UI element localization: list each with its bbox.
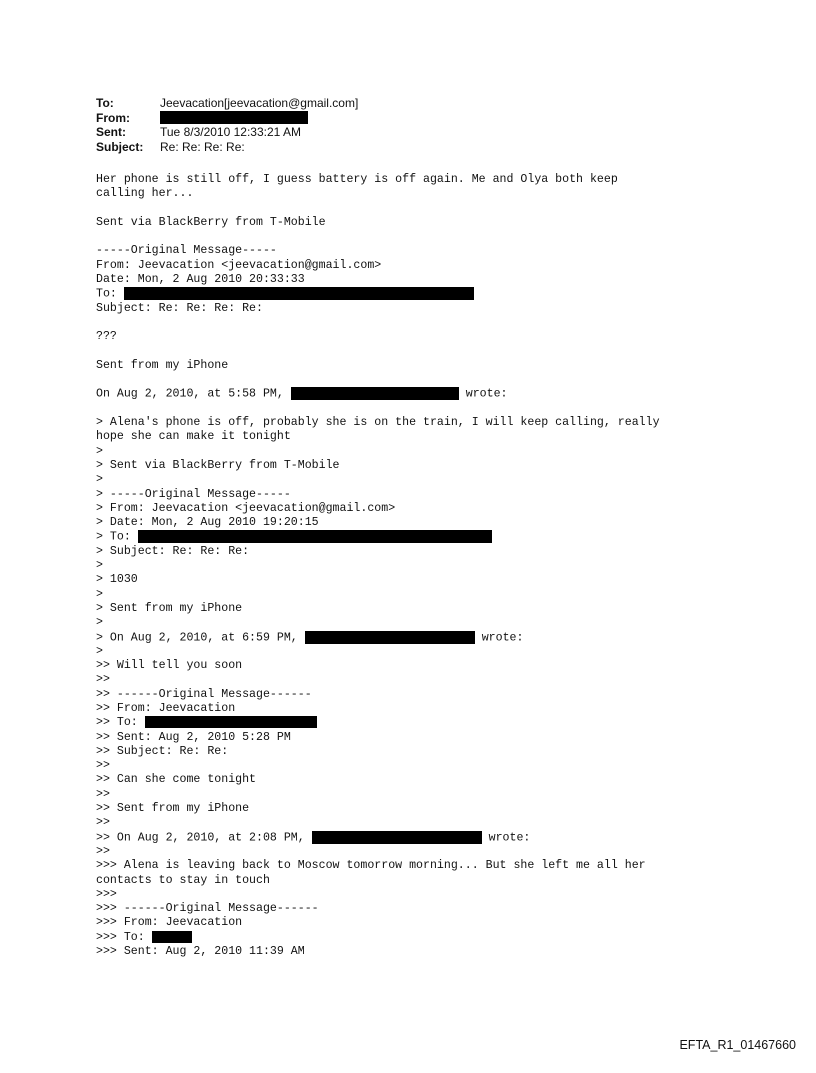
body-line: From: Jeevacation <jeevacation@gmail.com> xyxy=(96,258,382,272)
body-line: > xyxy=(96,644,103,658)
body-line: Subject: Re: Re: Re: Re: xyxy=(96,301,263,315)
body-line: ??? xyxy=(96,330,117,344)
body-line: >> xyxy=(96,673,110,687)
body-line: Her phone is still off, I guess battery is off again. Me and Olya both keep xyxy=(96,173,618,186)
bates-number: EFTA_R1_01467660 xyxy=(679,1038,796,1052)
body-line: >> Sent: Aug 2, 2010 5:28 PM xyxy=(96,730,291,744)
body-line xyxy=(96,287,756,301)
to-label: To: xyxy=(96,96,114,110)
body-line: >> Can she come tonight xyxy=(96,773,257,787)
body-line: > Alena's phone is off, probably she is on the train, I will keep calling, really xyxy=(96,416,660,430)
redaction-block xyxy=(305,631,475,644)
body-line: > xyxy=(96,616,103,630)
body-line xyxy=(96,230,756,244)
email-body xyxy=(96,173,756,959)
body-line: >> Will tell you soon xyxy=(96,659,243,673)
to-prefix: To: xyxy=(96,287,124,301)
body-line: > From: Jeevacation <jeevacation@gmail.com> xyxy=(96,501,396,515)
redaction-block xyxy=(124,287,474,300)
sent-value: Tue 8/3/2010 12:33:21 AM xyxy=(160,125,301,139)
sent-row xyxy=(96,125,358,140)
to-prefix: >> To: xyxy=(96,716,145,730)
body-line: >> xyxy=(96,816,110,830)
body-line: > xyxy=(96,473,103,487)
body-line: >>> ------Original Message------ xyxy=(96,902,319,916)
body-line: >> ------Original Message------ xyxy=(96,687,312,701)
email-header xyxy=(96,96,358,154)
redaction-block xyxy=(152,931,192,943)
body-line: >>> Alena is leaving back to Moscow tomorrow morning... But she left me all her xyxy=(96,859,646,873)
body-line: > xyxy=(96,559,103,573)
line-prefix: >> On Aug 2, 2010, at 2:08 PM, xyxy=(96,831,312,845)
line-prefix: > On Aug 2, 2010, at 6:59 PM, xyxy=(96,631,305,645)
from-label: From: xyxy=(96,110,130,125)
body-line: Sent from my iPhone xyxy=(96,358,229,372)
body-line xyxy=(96,831,756,845)
body-line: > Sent from my iPhone xyxy=(96,601,243,615)
body-line: >> Subject: Re: Re: xyxy=(96,744,229,758)
body-line: Date: Mon, 2 Aug 2010 20:33:33 xyxy=(96,273,305,287)
body-line xyxy=(96,931,756,945)
body-line xyxy=(96,345,756,359)
body-line: > xyxy=(96,587,103,601)
body-line: > Subject: Re: Re: Re: xyxy=(96,544,250,558)
body-line xyxy=(96,202,756,216)
body-line xyxy=(96,316,756,330)
redaction-block xyxy=(145,716,317,728)
body-line: >>> From: Jeevacation xyxy=(96,916,243,930)
line-suffix: wrote: xyxy=(481,831,531,845)
body-line: >> Sent from my iPhone xyxy=(96,802,250,816)
body-line: > Sent via BlackBerry from T-Mobile xyxy=(96,458,340,472)
body-line xyxy=(96,402,756,416)
body-line: > 1030 xyxy=(96,573,138,587)
body-line: > Date: Mon, 2 Aug 2010 19:20:15 xyxy=(96,516,319,530)
to-row xyxy=(96,96,358,111)
redaction-block xyxy=(160,111,308,124)
line-suffix: wrote: xyxy=(458,388,508,402)
body-line xyxy=(96,373,756,387)
body-line: contacts to stay in touch xyxy=(96,873,270,887)
subject-value: Re: Re: Re: Re: xyxy=(160,139,245,154)
subject-row xyxy=(96,140,358,155)
from-row xyxy=(96,111,358,126)
body-line: -----Original Message----- xyxy=(96,244,277,258)
redaction-block xyxy=(291,387,459,400)
body-line: >> xyxy=(96,844,110,858)
redaction-block xyxy=(138,530,492,543)
body-line: > xyxy=(96,444,103,458)
body-line: >> From: Jeevacation xyxy=(96,701,236,715)
body-line xyxy=(96,530,756,544)
redaction-block xyxy=(312,831,482,844)
body-line: >>> xyxy=(96,887,117,901)
body-line: Sent via BlackBerry from T-Mobile xyxy=(96,215,326,229)
to-prefix: >>> To: xyxy=(96,930,152,944)
to-value: Jeevacation[jeevacation@gmail.com] xyxy=(160,96,359,110)
body-line: > -----Original Message----- xyxy=(96,487,291,501)
body-line: >> xyxy=(96,759,110,773)
line-prefix: On Aug 2, 2010, at 5:58 PM, xyxy=(96,388,291,402)
line-suffix: wrote: xyxy=(474,631,524,645)
body-line xyxy=(96,716,756,730)
to-prefix: > To: xyxy=(96,530,138,544)
body-line xyxy=(96,631,756,645)
body-line: >> xyxy=(96,787,110,801)
subject-label: Subject: xyxy=(96,139,144,154)
body-line: >>> Sent: Aug 2, 2010 11:39 AM xyxy=(96,945,305,959)
sent-label: Sent: xyxy=(96,125,126,139)
body-line: calling her... xyxy=(96,187,194,201)
body-line xyxy=(96,387,756,401)
body-line: hope she can make it tonight xyxy=(96,430,291,444)
